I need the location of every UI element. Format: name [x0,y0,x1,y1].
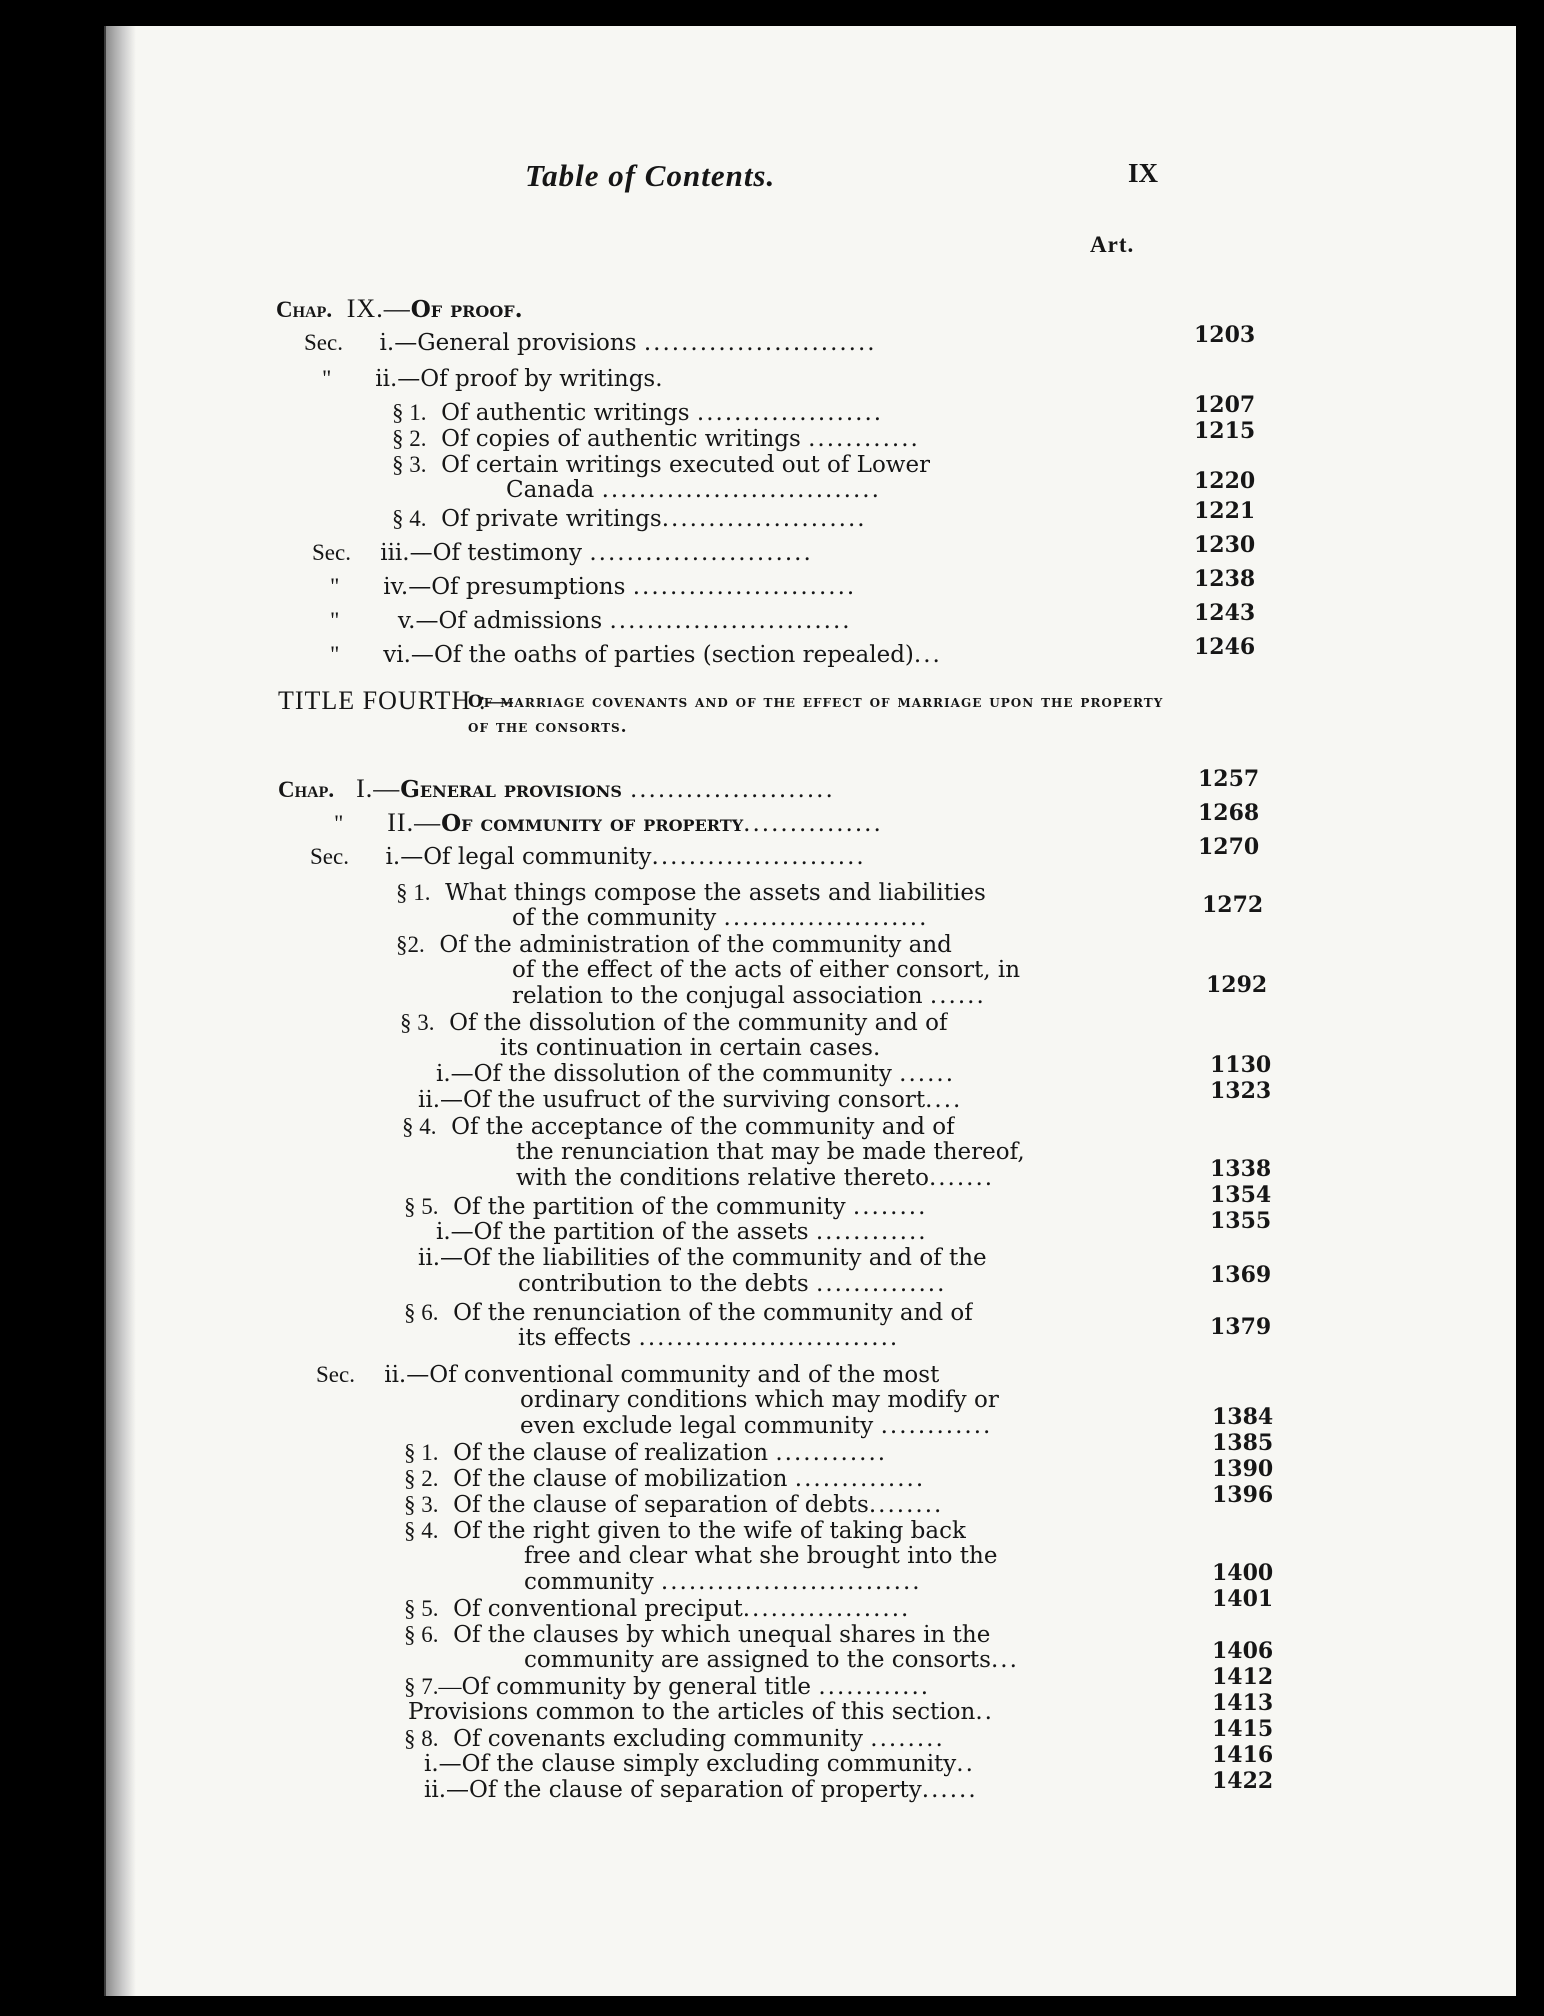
toc-entry: Chap. I.—General provisions ...................... [278,776,835,803]
article-number: 1416 [1212,1742,1274,1768]
article-number: 1246 [1194,634,1256,660]
toc-entry: § 1. What things compose the assets and liabilities [396,880,986,906]
toc-entry: " vi.—Of the oaths of parties (section repealed)... [330,642,942,668]
page-binding-shadow [106,26,136,1996]
toc-entry: § 2. Of the clause of mobilization .............. [404,1466,926,1492]
toc-entry-chap-ix: Chap. IX.—Of proof. [276,296,523,323]
article-number: 1292 [1206,972,1268,998]
article-number: 1369 [1210,1262,1272,1288]
article-number: 1323 [1210,1078,1272,1104]
toc-entry: § 4. Of the right given to the wife of taking back [404,1518,966,1544]
article-number: 1355 [1210,1208,1272,1234]
toc-entry: even exclude legal community ............ [520,1414,993,1439]
toc-entry: § 6. Of the clauses by which unequal shares in the [404,1622,991,1648]
article-number: 1338 [1210,1156,1272,1182]
toc-entry: contribution to the debts .............. [518,1272,947,1297]
article-number: 1203 [1194,322,1256,348]
toc-entry: § 1. Of the clause of realization ............ [404,1440,888,1466]
toc-entry: community ............................ [524,1570,922,1595]
toc-entry: its effects ............................ [518,1326,900,1351]
running-title: Table of Contents. [525,158,776,193]
title-fourth-label: TITLE FOURTH :— [278,686,514,715]
toc-entry: Sec. i.—Of legal community....................... [310,844,866,870]
toc-entry: § 1. Of authentic writings .................... [392,400,884,426]
article-number: 1406 [1212,1638,1274,1664]
toc-entry: i.—Of the dissolution of the community ...... [436,1062,956,1087]
article-number: 1412 [1212,1664,1274,1690]
article-number: 1220 [1194,468,1256,494]
article-number: 1268 [1198,800,1260,826]
article-number: 1379 [1210,1314,1272,1340]
article-number: 1270 [1198,834,1260,860]
toc-entry: with the conditions relative thereto....... [516,1166,995,1191]
article-number: 1257 [1198,766,1260,792]
toc-entry: free and clear what she brought into the [524,1544,998,1569]
toc-entry: " v.—Of admissions .......................... [330,608,852,634]
toc-entry: Canada .............................. [506,478,881,503]
article-number: 1422 [1212,1768,1274,1794]
toc-entry: " iv.—Of presumptions ........................ [330,574,857,600]
toc-entry: ii.—Of the usufruct of the surviving consort.... [418,1088,963,1113]
article-number: 1385 [1212,1430,1274,1456]
article-number: 1243 [1194,600,1256,626]
toc-entry: § 3. Of certain writings executed out of Lower [392,452,931,478]
toc-entry: ordinary conditions which may modify or [520,1388,999,1413]
toc-entry: § 8. Of covenants excluding community ........ [404,1726,945,1752]
article-number: 1238 [1194,566,1256,592]
toc-entry: § 5. Of the partition of the community ........ [404,1194,928,1220]
page-number: IX [1128,158,1159,188]
toc-entry: the renunciation that may be made thereof, [516,1140,1025,1165]
toc-entry: " II.—Of community of property............... [334,810,883,837]
article-number: 1221 [1194,498,1256,524]
article-column-label: Art. [1090,232,1135,257]
article-number: 1413 [1212,1690,1274,1716]
toc-entry: § 4. Of the acceptance of the community and of [402,1114,955,1140]
toc-entry: Sec. i.—General provisions ......................... [304,330,877,356]
article-number: 1384 [1212,1404,1274,1430]
toc-entry: § 4. Of private writings...................... [392,506,867,532]
toc-entry: relation to the conjugal association ...... [512,984,986,1009]
toc-entry: community are assigned to the consorts... [524,1648,1019,1673]
article-number: 1390 [1212,1456,1274,1482]
toc-entry: its continuation in certain cases. [500,1036,881,1061]
article-number: 1272 [1202,892,1264,918]
toc-entry: § 7.—Of community by general title ............ [404,1674,931,1700]
article-number: 1354 [1210,1182,1272,1208]
toc-entry: § 5. Of conventional preciput.................. [404,1596,911,1622]
toc-entry: § 2. Of copies of authentic writings ............ [392,426,920,452]
article-number: 1130 [1210,1052,1272,1078]
article-number: 1230 [1194,532,1256,558]
toc-entry: of the community ...................... [512,906,929,931]
article-number: 1401 [1212,1586,1274,1612]
toc-entry: " ii.—Of proof by writings. [322,366,663,392]
article-number: 1396 [1212,1482,1274,1508]
article-number: 1400 [1212,1560,1274,1586]
toc-entry: §2. Of the administration of the community and [396,932,952,958]
toc-entry: of the effect of the acts of either consort, in [512,958,1021,983]
article-number: 1215 [1194,418,1256,444]
toc-entry: § 6. Of the renunciation of the community and of [404,1300,973,1326]
article-number: 1415 [1212,1716,1274,1742]
toc-entry: Provisions common to the articles of this section.. [408,1700,994,1725]
title-fourth-text: Of marriage covenants and of the effect of marriage upon the property of the consorts. [468,692,1164,737]
toc-entry: Sec. ii.—Of conventional community and of the most [316,1362,940,1388]
toc-entry: Sec. iii.—Of testimony ........................ [312,540,813,566]
toc-entry: ii.—Of the clause of separation of property...... [424,1778,978,1803]
toc-entry: i.—Of the clause simply excluding community.. [424,1752,975,1777]
article-number: 1207 [1194,392,1256,418]
toc-entry: § 3. Of the dissolution of the community and of [400,1010,948,1036]
toc-entry: i.—Of the partition of the assets ............ [436,1220,928,1245]
toc-entry: § 3. Of the clause of separation of debts........ [404,1492,944,1518]
toc-entry: ii.—Of the liabilities of the community and of the [418,1246,987,1271]
